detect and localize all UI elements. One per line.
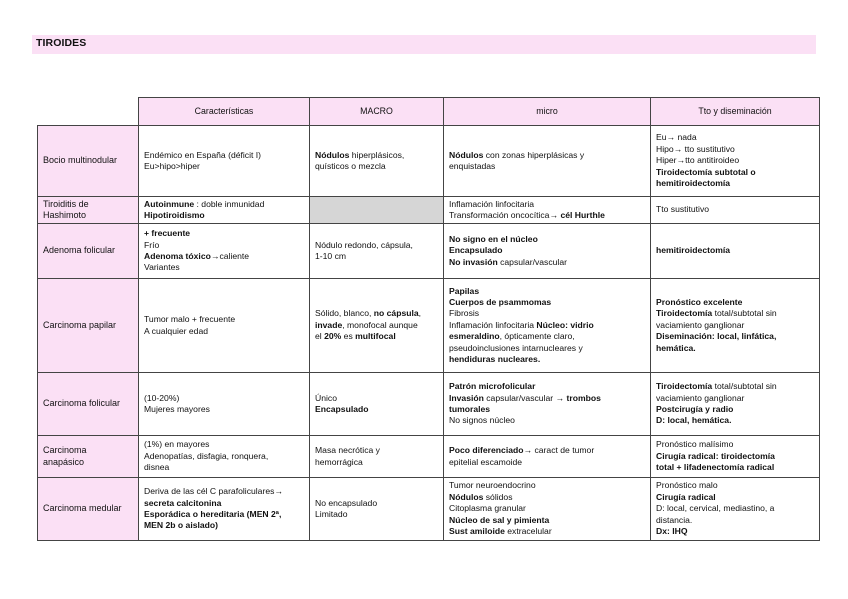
text-segment: , monofocal aunque	[342, 319, 418, 330]
text-segment: Endémico en España (déficit I)	[144, 149, 262, 160]
text-segment: No signo en el	[449, 233, 511, 244]
cell-line	[315, 498, 438, 509]
text-segment: hemorrágica	[315, 456, 363, 467]
text-segment: Encapsulado	[315, 404, 369, 414]
text-segment: hemitiroidectomía	[656, 245, 731, 256]
cell-line	[656, 462, 814, 473]
cell-micro	[444, 197, 651, 224]
row-label-line: Carcinoma papilar	[43, 319, 117, 330]
text-segment: el	[315, 331, 325, 342]
cell-car	[139, 126, 310, 197]
text-segment: Esporádica o hereditaria (MEN 2ª,	[144, 509, 282, 519]
text-segment: Fibrosis	[449, 308, 480, 319]
cell-line	[144, 161, 304, 172]
cell-car	[139, 197, 310, 224]
cell-line	[656, 297, 814, 308]
cell-line	[144, 314, 304, 325]
cell-tto	[651, 224, 820, 279]
text-segment: tumorales	[449, 404, 491, 414]
cell-line	[656, 515, 814, 526]
text-segment: Nódulos	[449, 149, 484, 160]
text-segment: No encapsulado	[315, 497, 378, 508]
cell-line	[315, 150, 438, 161]
text-segment: No invasión	[449, 256, 498, 267]
cell-macro	[310, 436, 444, 478]
text-segment: → caract de tumor	[523, 445, 595, 456]
row-label	[38, 279, 139, 373]
table-row	[38, 126, 820, 197]
text-segment: vaciamiento ganglionar	[656, 392, 745, 403]
cell-tto	[651, 279, 820, 373]
cell-tto	[651, 436, 820, 478]
cell-line	[449, 393, 645, 404]
table-row	[38, 197, 820, 224]
text-segment: Cuerpos de psammomas	[449, 296, 552, 307]
cell-line	[449, 515, 645, 526]
cell-line	[144, 199, 304, 210]
text-segment: Mujeres mayores	[144, 404, 210, 414]
cell-line	[656, 320, 814, 331]
text-segment: Adenopatías, disfagia, ronquera,	[144, 450, 269, 461]
cell-line	[144, 462, 304, 473]
cell-line	[449, 381, 645, 392]
text-segment: Inflamación linfocitaria	[449, 198, 535, 209]
header-macro: MACRO	[310, 98, 444, 126]
cell-line	[656, 343, 814, 354]
text-segment: Hipotiroidismo	[144, 210, 205, 220]
text-segment: multifocal	[355, 331, 396, 342]
text-segment: trombos	[566, 392, 601, 403]
text-segment: Autoinmune	[144, 198, 195, 209]
text-segment: Cirugía radical	[656, 491, 716, 502]
cell-line	[144, 210, 304, 221]
text-segment: Limitado	[315, 509, 348, 519]
cell-macro	[310, 279, 444, 373]
text-segment: (10-20%)	[144, 392, 180, 403]
text-segment: D: local, cervical, mediastino, a	[656, 503, 775, 514]
text-segment: Hiper→tto antitiroideo	[656, 155, 740, 166]
cell-tto	[651, 126, 820, 197]
page-title: TIROIDES	[36, 37, 87, 49]
cell-line	[449, 150, 645, 161]
cell-line	[449, 503, 645, 514]
text-segment: Nódulos	[449, 491, 484, 502]
text-segment: enquistadas	[449, 161, 496, 171]
cell-car	[139, 478, 310, 541]
cell-micro	[444, 373, 651, 436]
row-label-line: Carcinoma	[43, 445, 87, 456]
cell-line	[656, 178, 814, 189]
cell-line	[656, 144, 814, 155]
text-segment: Papilas	[449, 285, 480, 296]
cell-line	[449, 343, 645, 354]
text-segment: No signos núcleo	[449, 415, 515, 426]
cell-line	[144, 439, 304, 450]
text-segment: hendiduras nucleares.	[449, 354, 541, 365]
cell-line	[656, 492, 814, 503]
header-row	[38, 98, 820, 126]
text-segment: Tto sustitutivo	[656, 204, 710, 215]
cell-micro	[444, 436, 651, 478]
text-segment: hiperplásicos,	[349, 149, 405, 160]
text-segment: MEN 2b o aislado)	[144, 520, 219, 531]
cell-line	[144, 520, 304, 531]
row-label-line: Tiroiditis de	[43, 198, 89, 209]
text-segment: Eu→ nada	[656, 132, 697, 143]
text-segment: núcleo	[510, 233, 538, 244]
text-segment: hemática.	[656, 342, 696, 353]
row-label	[38, 197, 139, 224]
cell-line	[144, 262, 304, 273]
cell-line	[449, 210, 645, 221]
cell-line	[315, 393, 438, 404]
text-segment: quísticos o mezcla	[315, 161, 386, 171]
cell-line	[656, 308, 814, 319]
text-segment: Cirugía radical: tiroidectomía	[656, 450, 775, 461]
text-segment: disnea	[144, 462, 170, 473]
text-segment: D: local, hemática.	[656, 415, 732, 426]
text-segment: Eu>hipo>hiper	[144, 161, 200, 171]
text-segment: Nódulos	[315, 149, 350, 160]
text-segment: total + lifadenectomía radical	[656, 462, 775, 473]
text-segment: Masa necrótica y	[315, 445, 380, 456]
cell-line	[449, 245, 645, 256]
cell-line	[449, 415, 645, 426]
text-segment: Variantes	[144, 262, 180, 273]
cell-line	[449, 404, 645, 415]
text-segment: Invasión	[449, 392, 484, 403]
text-segment: Único	[315, 392, 337, 403]
header-caracteristicas: Características	[139, 98, 310, 126]
tiroides-table	[37, 97, 820, 541]
text-segment: total/subtotal sin	[712, 308, 777, 319]
row-label-line: Bocio multinodular	[43, 155, 118, 166]
text-segment: Diseminación: local, linfática,	[656, 331, 777, 342]
text-segment: ,	[418, 308, 422, 319]
corner-cell	[38, 98, 139, 126]
cell-tto	[651, 478, 820, 541]
cell-car	[139, 373, 310, 436]
cell-line	[656, 451, 814, 462]
cell-micro	[444, 126, 651, 197]
cell-line	[656, 331, 814, 342]
text-segment: Nódulo redondo, cápsula,	[315, 239, 413, 250]
text-segment: Citoplasma granular	[449, 503, 526, 514]
table-row	[38, 279, 820, 373]
cell-line	[656, 393, 814, 404]
text-segment: Núcleo: vidrio	[536, 319, 594, 330]
text-segment: Tumor neuroendocrino	[449, 480, 536, 491]
text-segment: epitelial escamoide	[449, 456, 523, 467]
cell-line	[144, 228, 304, 239]
text-segment: Postcirugía y radio	[656, 404, 734, 414]
text-segment: no cápsula	[373, 308, 419, 319]
cell-line	[315, 320, 438, 331]
cell-line	[144, 251, 304, 262]
cell-line	[315, 509, 438, 520]
text-segment: es	[341, 331, 356, 342]
cell-line	[449, 492, 645, 503]
cell-line	[449, 480, 645, 491]
cell-line	[656, 245, 814, 256]
cell-line	[315, 445, 438, 456]
cell-micro	[444, 478, 651, 541]
table-row	[38, 373, 820, 436]
title-bar	[32, 35, 816, 54]
row-label	[38, 224, 139, 279]
text-segment: Núcleo de sal y pimienta	[449, 514, 550, 525]
text-segment: 1-10 cm	[315, 251, 347, 261]
cell-line	[656, 381, 814, 392]
text-segment: Poco diferenciado	[449, 445, 524, 456]
text-segment: (1%) en mayores	[144, 439, 210, 450]
cell-line	[144, 404, 304, 415]
cell-line	[315, 404, 438, 415]
text-segment: Dx: IHQ	[656, 526, 688, 537]
table-row	[38, 436, 820, 478]
cell-line	[449, 297, 645, 308]
text-segment: distancia.	[656, 514, 693, 525]
cell-macro	[310, 224, 444, 279]
text-segment: Encapsulado	[449, 245, 503, 256]
cell-line	[449, 199, 645, 210]
header-micro: micro	[444, 98, 651, 126]
cell-line	[449, 354, 645, 365]
text-segment: : doble inmunidad	[194, 198, 265, 209]
row-label-line: Hashimoto	[43, 210, 87, 220]
text-segment: Tiroidectomía	[656, 381, 713, 392]
cell-line	[656, 204, 814, 215]
row-label	[38, 373, 139, 436]
cell-line	[144, 509, 304, 520]
cell-line	[144, 150, 304, 161]
row-label	[38, 436, 139, 478]
cell-line	[144, 393, 304, 404]
text-segment: Pronóstico excelente	[656, 296, 743, 307]
cell-line	[315, 308, 438, 319]
text-segment: sólidos	[483, 491, 513, 502]
cell-line	[144, 486, 304, 497]
table-row	[38, 478, 820, 541]
cell-line	[449, 161, 645, 172]
text-segment: con zonas hiperplásicas y	[483, 149, 585, 160]
text-segment: cél Hurthle	[560, 210, 605, 220]
text-segment: Tiroidectomía subtotal o	[656, 166, 756, 177]
cell-line	[315, 331, 438, 342]
cell-line	[449, 457, 645, 468]
cell-line	[656, 526, 814, 537]
cell-line	[449, 445, 645, 456]
cell-line	[315, 161, 438, 172]
text-segment: 20%	[324, 331, 342, 342]
text-segment: vaciamiento ganglionar	[656, 319, 745, 330]
cell-line	[315, 240, 438, 251]
text-segment: Transformación oncocítica→	[449, 210, 561, 220]
row-label-line: Adenoma folicular	[43, 245, 116, 256]
text-segment: →caliente	[210, 251, 250, 261]
text-segment: A cualquier edad	[144, 325, 209, 336]
text-segment: + frecuente	[144, 228, 191, 239]
text-segment: invade	[315, 319, 343, 330]
text-segment: Inflamación linfocitaria	[449, 319, 537, 330]
text-segment: , ópticamente claro,	[499, 331, 575, 342]
text-segment: capsular/vascular	[497, 256, 567, 267]
text-segment: Frío	[144, 239, 160, 250]
cell-tto	[651, 197, 820, 224]
cell-macro	[310, 373, 444, 436]
cell-tto	[651, 373, 820, 436]
row-label-line: Carcinoma folicular	[43, 398, 121, 409]
cell-line	[449, 526, 645, 537]
text-segment: esmeraldino	[449, 331, 500, 342]
row-label	[38, 478, 139, 541]
cell-line	[656, 167, 814, 178]
cell-line	[449, 286, 645, 297]
cell-macro	[310, 478, 444, 541]
text-segment: Tumor malo + frecuente	[144, 314, 236, 325]
cell-line	[656, 503, 814, 514]
cell-line	[449, 308, 645, 319]
text-segment: Deriva de las cél C parafoliculares→	[144, 486, 283, 497]
text-segment: Pronóstico malísimo	[656, 439, 734, 450]
cell-line	[449, 331, 645, 342]
cell-line	[656, 155, 814, 166]
text-segment: Sust amiloide	[449, 526, 505, 537]
cell-line	[144, 451, 304, 462]
cell-line	[144, 326, 304, 337]
text-segment: extracelular	[504, 526, 552, 537]
cell-line	[656, 480, 814, 491]
text-segment: Tiroidectomía	[656, 308, 713, 319]
cell-line	[656, 439, 814, 450]
cell-macro	[310, 126, 444, 197]
cell-micro	[444, 279, 651, 373]
cell-line	[449, 257, 645, 268]
cell-line	[656, 415, 814, 426]
cell-line	[449, 320, 645, 331]
row-label	[38, 126, 139, 197]
cell-micro	[444, 224, 651, 279]
table-row	[38, 224, 820, 279]
text-segment: capsular/vascular →	[483, 392, 567, 403]
text-segment: total/subtotal sin	[712, 381, 777, 392]
cell-line	[315, 457, 438, 468]
text-segment: hemitiroidectomía	[656, 178, 731, 189]
header-tto: Tto y diseminación	[651, 98, 820, 126]
cell-line	[656, 404, 814, 415]
text-segment: Hipo→ tto sustitutivo	[656, 143, 735, 154]
text-segment: pseudoinclusiones intarnucleares y	[449, 342, 583, 353]
cell-macro	[310, 197, 444, 224]
cell-car	[139, 436, 310, 478]
text-segment: Adenoma tóxico	[144, 251, 211, 261]
cell-line	[315, 251, 438, 262]
row-label-line: Carcinoma medular	[43, 503, 122, 514]
cell-car	[139, 279, 310, 373]
text-segment: Sólido, blanco,	[315, 308, 374, 319]
cell-line	[449, 234, 645, 245]
cell-line	[656, 132, 814, 143]
text-segment: Pronóstico malo	[656, 480, 718, 491]
cell-car	[139, 224, 310, 279]
row-label-line: anapásico	[43, 456, 85, 467]
text-segment: secreta calcitonina	[144, 497, 222, 508]
cell-line	[144, 240, 304, 251]
cell-line	[144, 498, 304, 509]
text-segment: Patrón microfolicular	[449, 381, 536, 392]
